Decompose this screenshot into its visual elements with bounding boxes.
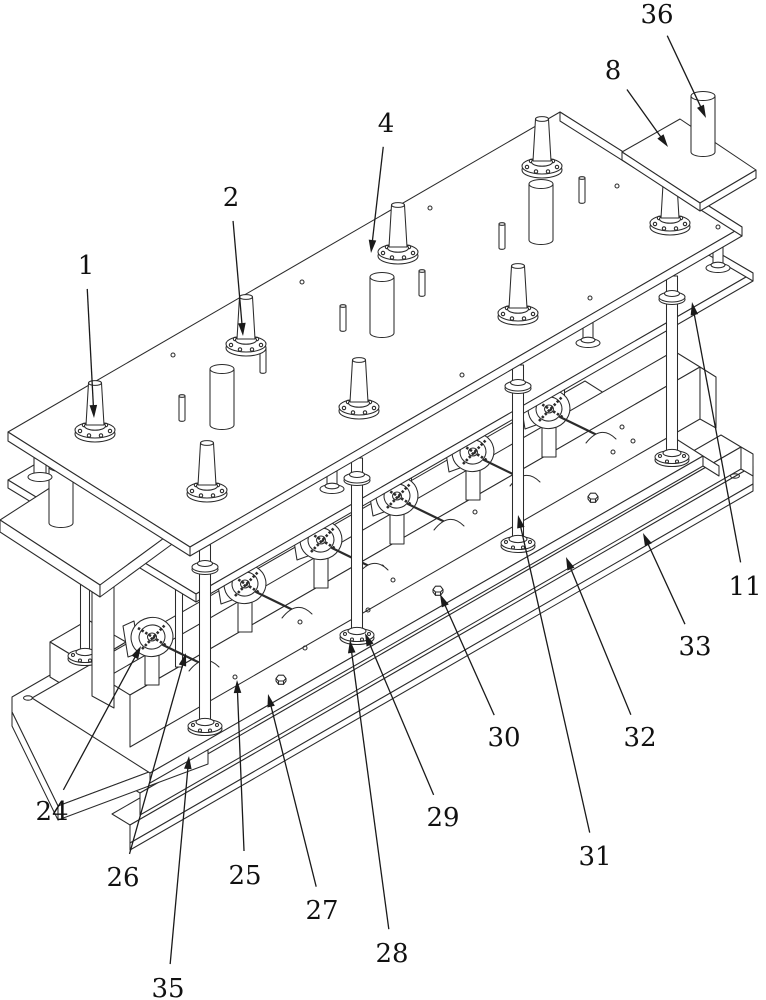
pillar-foot-flange bbox=[188, 718, 222, 735]
callout-number-24: 24 bbox=[35, 797, 69, 827]
callout-number-1: 1 bbox=[77, 251, 95, 281]
pillar-foot-flange bbox=[501, 535, 535, 552]
callout-number-8: 8 bbox=[604, 56, 622, 86]
die-cylinder bbox=[370, 273, 394, 338]
callout-33-base-bottom-plate bbox=[643, 533, 712, 662]
callout-number-25: 25 bbox=[228, 861, 262, 891]
callout-number-31: 31 bbox=[578, 842, 612, 872]
callout-number-30: 30 bbox=[487, 723, 521, 753]
callout-number-2: 2 bbox=[222, 183, 240, 213]
leader-line bbox=[693, 305, 741, 562]
table-bolt bbox=[276, 675, 286, 684]
callout-number-32: 32 bbox=[623, 723, 657, 753]
table-bolt bbox=[588, 493, 598, 502]
table-screw bbox=[433, 586, 443, 595]
leader-line bbox=[644, 536, 685, 624]
die-cylinder bbox=[210, 365, 234, 430]
pillar-foot-flange bbox=[655, 449, 689, 466]
callout-number-28: 28 bbox=[375, 939, 409, 969]
leader-line bbox=[567, 560, 631, 715]
die-cylinder bbox=[529, 180, 553, 245]
callout-number-11: 11 bbox=[728, 572, 762, 602]
callout-number-35: 35 bbox=[151, 974, 185, 1000]
callout-8-end-bracket-plate bbox=[605, 56, 668, 147]
callout-number-26: 26 bbox=[106, 863, 140, 893]
callout-number-33: 33 bbox=[678, 632, 712, 662]
callout-number-36: 36 bbox=[640, 0, 674, 30]
leader-line bbox=[667, 36, 704, 116]
callout-number-29: 29 bbox=[426, 803, 460, 833]
leader-line bbox=[627, 90, 666, 145]
callout-number-27: 27 bbox=[305, 896, 339, 926]
bracket-cylinder bbox=[691, 92, 715, 157]
callout-number-4: 4 bbox=[377, 109, 395, 139]
